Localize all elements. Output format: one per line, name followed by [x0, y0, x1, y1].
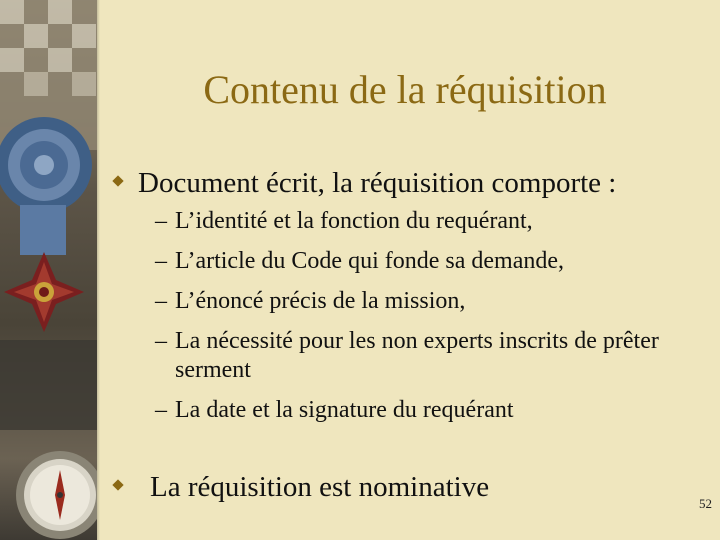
page-number: 52	[699, 496, 712, 511]
slide-title: Contenu de la réquisition	[203, 67, 607, 112]
sub-bullet-text: L’article du Code qui fonde sa demande,	[175, 248, 564, 274]
diamond-bullet-icon	[112, 479, 123, 490]
decorative-sidebar-image	[0, 0, 97, 540]
sub-bullet-text: La nécessité pour les non experts inscrits de prêter serment	[175, 328, 659, 383]
bullet-text: La réquisition est nominative	[150, 471, 490, 503]
sub-bullet-item	[155, 247, 685, 276]
bullet-item-document	[138, 166, 616, 200]
diamond-bullet-icon	[112, 175, 123, 186]
sub-bullet-item	[155, 287, 685, 316]
sub-bullet-item	[155, 396, 685, 425]
sub-bullet-item	[155, 207, 685, 236]
dash-marker: –	[155, 397, 167, 423]
medal-and-compass-illustration	[0, 0, 97, 540]
bullet-text: Document écrit, la réquisition comporte :	[138, 167, 617, 199]
sub-bullet-text: L’identité et la fonction du requérant,	[175, 208, 533, 234]
sub-bullet-text: L’énoncé précis de la mission,	[175, 288, 466, 314]
sub-bullet-list	[155, 207, 685, 436]
bullet-item-nominative	[150, 470, 489, 504]
dash-marker: –	[155, 328, 167, 354]
sub-bullet-text: La date et la signature du requérant	[175, 397, 514, 423]
dash-marker: –	[155, 248, 167, 274]
dash-marker: –	[155, 208, 167, 234]
dash-marker: –	[155, 288, 167, 314]
sidebar-shadow	[97, 0, 100, 540]
sub-bullet-item	[155, 327, 670, 385]
